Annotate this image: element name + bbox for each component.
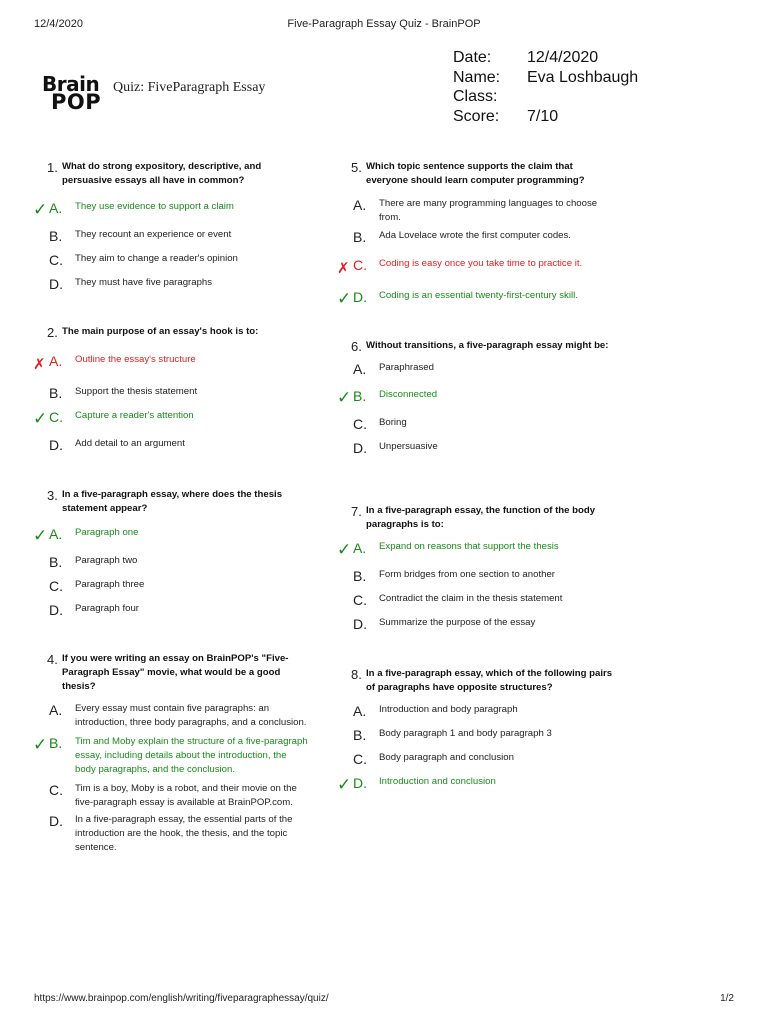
question-number: 8. bbox=[351, 667, 362, 682]
answer-text: There are many programming languages to choose from. bbox=[379, 198, 598, 223]
answer-text: Summarize the purpose of the essay bbox=[379, 617, 536, 628]
info-score bbox=[453, 108, 703, 128]
answer-text: Paragraph two bbox=[75, 555, 138, 566]
answer-text: Body paragraph and conclusion bbox=[379, 752, 514, 763]
answer-b bbox=[33, 735, 309, 777]
answer-letter: C. bbox=[49, 782, 63, 798]
answer-c bbox=[49, 252, 309, 270]
answer-c bbox=[353, 416, 613, 434]
answer-letter: D. bbox=[353, 289, 367, 305]
answer-text: Form bridges from one section to another bbox=[379, 569, 555, 580]
class-label: Class: bbox=[453, 88, 498, 105]
question-text: What do strong expository, descriptive, and persuasive essays all have in common? bbox=[62, 161, 262, 186]
answer-text: Support the thesis statement bbox=[75, 386, 198, 397]
answer-letter: B. bbox=[49, 735, 63, 751]
answer-text: Tim and Moby explain the structure of a five-paragraph essay, including details about the introduction, the body paragraphs, and the conclusion. bbox=[75, 736, 308, 775]
question-text: If you were writing an essay on BrainPOP's "Five-Paragraph Essay" movie, what would be a good thesis? bbox=[62, 653, 289, 692]
incorrect-x-icon: ✗ bbox=[337, 259, 350, 277]
question-4 bbox=[33, 652, 309, 861]
answer-letter: D. bbox=[49, 276, 63, 292]
answer-text: Paragraph one bbox=[75, 527, 139, 538]
question-text: Which topic sentence supports the claim that everyone should learn computer programming? bbox=[366, 161, 585, 186]
answer-text: Every essay must contain five paragraphs: an introduction, three body paragraphs, and a conclusion. bbox=[75, 703, 307, 728]
answer-a bbox=[353, 197, 613, 225]
question-header bbox=[353, 667, 613, 695]
answer-text: Outline the essay's structure bbox=[75, 354, 196, 365]
answer-c bbox=[337, 257, 613, 277]
page-number: 1/2 bbox=[720, 993, 734, 1004]
answer-c bbox=[49, 578, 309, 596]
answer-b bbox=[353, 727, 613, 745]
answer-c bbox=[353, 592, 613, 610]
answer-letter: D. bbox=[353, 775, 367, 791]
answer-text: They must have five paragraphs bbox=[75, 277, 213, 288]
print-date: 12/4/2020 bbox=[34, 18, 83, 30]
answer-letter: C. bbox=[49, 578, 63, 594]
answer-d bbox=[49, 276, 309, 294]
question-number: 5. bbox=[351, 160, 362, 175]
answer-letter: B. bbox=[49, 554, 63, 570]
answer-d bbox=[49, 602, 309, 620]
answer-letter: A. bbox=[49, 353, 63, 369]
answer-letter: C. bbox=[49, 409, 63, 425]
answer-letter: A. bbox=[353, 540, 367, 556]
answer-letter: B. bbox=[353, 727, 367, 743]
answer-a bbox=[49, 702, 309, 730]
answer-text: Boring bbox=[379, 417, 407, 428]
question-header bbox=[49, 652, 309, 694]
score-label: Score: bbox=[453, 107, 500, 125]
correct-check-icon: ✓ bbox=[337, 540, 352, 560]
answer-c bbox=[353, 751, 613, 769]
correct-check-icon: ✓ bbox=[337, 388, 352, 408]
correct-check-icon: ✓ bbox=[337, 289, 352, 309]
answer-text: Disconnected bbox=[379, 389, 438, 400]
correct-check-icon: ✓ bbox=[337, 775, 352, 795]
answer-text: Introduction and body paragraph bbox=[379, 704, 518, 715]
question-5 bbox=[337, 160, 613, 313]
question-header bbox=[49, 160, 309, 188]
answer-a bbox=[33, 353, 309, 373]
correct-check-icon: ✓ bbox=[33, 409, 48, 429]
answer-text: Paragraph three bbox=[75, 579, 145, 590]
answer-letter: C. bbox=[353, 257, 367, 273]
answer-d bbox=[353, 440, 613, 458]
question-header bbox=[353, 339, 613, 353]
info-class bbox=[453, 88, 703, 108]
question-number: 4. bbox=[47, 652, 58, 667]
answer-letter: A. bbox=[353, 361, 367, 377]
question-header bbox=[353, 504, 613, 532]
answer-text: Unpersuasive bbox=[379, 441, 438, 452]
answer-text: Tim is a boy, Moby is a robot, and their movie on the five-paragraph essay is available at BrainPOP.com. bbox=[75, 783, 297, 808]
answer-letter: D. bbox=[353, 440, 367, 456]
answer-d bbox=[49, 813, 309, 855]
answer-letter: A. bbox=[49, 702, 63, 718]
answer-text: Coding is easy once you take time to practice it. bbox=[379, 258, 583, 269]
answer-text: Paragraph four bbox=[75, 603, 139, 614]
logo-line-2: POP bbox=[51, 90, 102, 114]
brainpop-logo bbox=[42, 72, 108, 114]
question-6 bbox=[337, 339, 613, 464]
page-url-link[interactable]: https://www.brainpop.com/english/writing/fiveparagraphessay/quiz/ bbox=[34, 993, 329, 1004]
answer-text: They use evidence to support a claim bbox=[75, 201, 234, 212]
question-text: Without transitions, a five-paragraph essay might be: bbox=[366, 340, 609, 351]
quiz-title: Quiz: FiveParagraph Essay bbox=[113, 80, 266, 95]
question-text: In a five-paragraph essay, the function of the body paragraphs is to: bbox=[366, 505, 596, 530]
answer-letter: B. bbox=[353, 388, 367, 404]
answer-letter: A. bbox=[353, 703, 367, 719]
answer-a bbox=[353, 361, 613, 379]
answer-a bbox=[33, 200, 309, 220]
question-number: 1. bbox=[47, 160, 58, 175]
question-header bbox=[49, 488, 309, 516]
correct-check-icon: ✓ bbox=[33, 735, 48, 755]
incorrect-x-icon: ✗ bbox=[33, 355, 46, 373]
answer-b bbox=[49, 228, 309, 246]
correct-check-icon: ✓ bbox=[33, 200, 48, 220]
info-date bbox=[453, 49, 703, 69]
answer-text: Introduction and conclusion bbox=[379, 776, 496, 787]
answer-text: They aim to change a reader's opinion bbox=[75, 253, 238, 264]
answer-text: Contradict the claim in the thesis statement bbox=[379, 593, 563, 604]
question-2 bbox=[33, 325, 309, 461]
logo-line-1: Brain bbox=[42, 72, 100, 96]
date-value: 12/4/2020 bbox=[527, 49, 599, 66]
answer-c bbox=[49, 782, 309, 810]
answer-letter: B. bbox=[49, 385, 63, 401]
question-text: In a five-paragraph essay, where does the thesis statement appear? bbox=[62, 489, 283, 514]
answer-a bbox=[353, 703, 613, 721]
answer-d bbox=[337, 775, 613, 795]
question-number: 3. bbox=[47, 488, 58, 503]
answer-text: Capture a reader's attention bbox=[75, 410, 194, 421]
answer-text: Add detail to an argument bbox=[75, 438, 185, 449]
answer-letter: D. bbox=[49, 813, 63, 829]
answer-c bbox=[33, 409, 309, 429]
info-name bbox=[453, 69, 703, 89]
answer-letter: C. bbox=[353, 592, 367, 608]
answer-letter: B. bbox=[353, 229, 367, 245]
answer-d bbox=[337, 289, 613, 309]
answer-text: Ada Lovelace wrote the first computer codes. bbox=[379, 230, 571, 241]
answer-letter: D. bbox=[353, 616, 367, 632]
answer-d bbox=[49, 437, 309, 455]
answer-letter: A. bbox=[49, 200, 63, 216]
question-number: 2. bbox=[47, 325, 58, 340]
answer-b bbox=[337, 388, 613, 408]
answer-letter: B. bbox=[49, 228, 63, 244]
correct-check-icon: ✓ bbox=[33, 526, 48, 546]
answer-b bbox=[49, 385, 309, 403]
print-title: Five-Paragraph Essay Quiz - BrainPOP bbox=[287, 18, 481, 30]
question-number: 7. bbox=[351, 504, 362, 519]
answer-letter: D. bbox=[49, 602, 63, 618]
question-number: 6. bbox=[351, 339, 362, 354]
answer-d bbox=[353, 616, 613, 634]
answer-letter: C. bbox=[49, 252, 63, 268]
answer-letter: A. bbox=[49, 526, 63, 542]
question-8 bbox=[337, 667, 613, 799]
answer-b bbox=[353, 229, 613, 247]
answer-letter: A. bbox=[353, 197, 367, 213]
answer-letter: B. bbox=[353, 568, 367, 584]
answer-text: Body paragraph 1 and body paragraph 3 bbox=[379, 728, 552, 739]
info-block bbox=[453, 49, 703, 127]
question-3 bbox=[33, 488, 309, 626]
answer-text: Paraphrased bbox=[379, 362, 434, 373]
question-text: The main purpose of an essay's hook is to: bbox=[62, 326, 259, 337]
answer-text: Coding is an essential twenty-first-century skill. bbox=[379, 290, 578, 301]
answer-b bbox=[353, 568, 613, 586]
question-header bbox=[353, 160, 613, 188]
answer-letter: C. bbox=[353, 416, 367, 432]
answer-a bbox=[337, 540, 613, 560]
name-value: Eva Loshbaugh bbox=[527, 68, 639, 86]
answer-text: In a five-paragraph essay, the essential parts of the introduction are the hook, the thesis, and the topic sentence. bbox=[75, 814, 293, 853]
answer-b bbox=[49, 554, 309, 572]
question-header bbox=[49, 325, 309, 339]
question-7 bbox=[337, 504, 613, 640]
answer-letter: D. bbox=[49, 437, 63, 453]
answer-a bbox=[33, 526, 309, 546]
answer-text: Expand on reasons that support the thesis bbox=[379, 541, 559, 552]
name-label: Name: bbox=[453, 68, 501, 86]
score-value: 7/10 bbox=[527, 107, 559, 125]
print-header bbox=[0, 18, 768, 32]
question-1 bbox=[33, 160, 309, 300]
answer-letter: C. bbox=[353, 751, 367, 767]
date-label: Date: bbox=[453, 49, 492, 66]
question-text: In a five-paragraph essay, which of the following pairs of paragraphs have opposite structures? bbox=[366, 668, 613, 693]
answer-text: They recount an experience or event bbox=[75, 229, 232, 240]
